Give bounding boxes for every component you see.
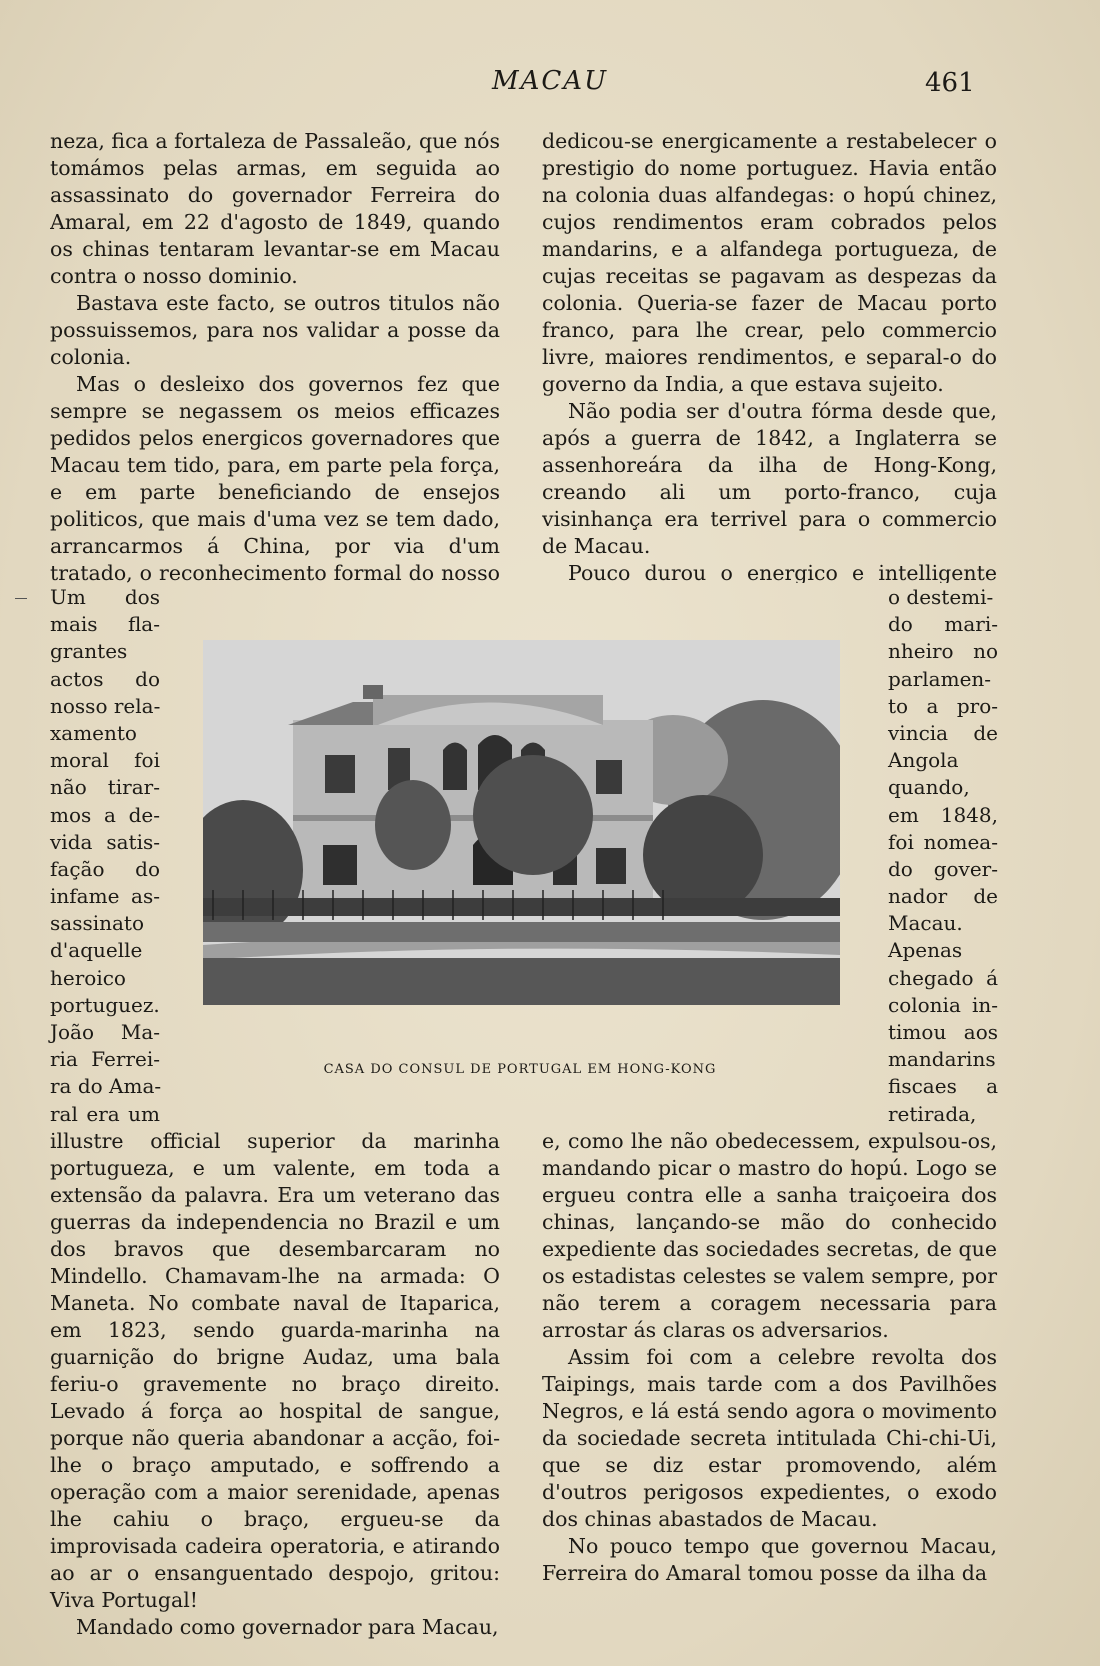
text-line: mais fla- bbox=[50, 612, 160, 637]
text-line: xamento bbox=[50, 720, 137, 745]
text-line: Um dos bbox=[50, 585, 160, 609]
text-line: nosso rela- bbox=[50, 693, 161, 718]
left-column-bottom bbox=[50, 1128, 500, 1641]
text-line: nador de bbox=[888, 884, 998, 909]
paragraph: neza, fica a fortaleza de Passaleão, que nós tomámos pelas armas, em seguida ao assassinato do governador Ferreira do Amaral, em 22 d'agosto de 1849, quando os chinas tentaram levantar-se em Macau contra o nosso dominio. bbox=[50, 129, 500, 288]
text-line: mos a de- bbox=[50, 802, 160, 827]
running-header-title: MACAU bbox=[492, 66, 608, 96]
page-number: 461 bbox=[925, 68, 975, 98]
text-line: do gover- bbox=[888, 856, 998, 881]
text-line: chegado á bbox=[888, 965, 998, 990]
text-line: parlamen- bbox=[888, 666, 992, 691]
narrow-left-column bbox=[50, 584, 160, 1128]
text-line: portuguez. bbox=[50, 992, 160, 1017]
house-illustration bbox=[203, 640, 840, 1005]
text-line: em 1848, bbox=[888, 802, 998, 827]
text-line: fação do bbox=[50, 856, 160, 881]
text-line: colonia in- bbox=[888, 992, 998, 1017]
text-line: d'aquelle bbox=[50, 938, 143, 963]
text-line: moral foi bbox=[50, 748, 160, 773]
text-line: sassinato bbox=[50, 911, 144, 936]
text-line: to a pro- bbox=[888, 693, 998, 718]
text-line: quando, bbox=[888, 775, 970, 800]
text-line: nheiro no bbox=[888, 639, 998, 664]
text-line: não tirar- bbox=[50, 775, 160, 800]
photo-caption: CASA DO CONSUL DE PORTUGAL EM HONG-KONG bbox=[323, 1062, 717, 1077]
text-line: vincia de bbox=[888, 720, 998, 745]
paragraph: e, como lhe não obedecessem, expulsou-os, mandando picar o mastro do hopú. Logo se ergueu contra elle a sanha traiçoeira dos chinas, lançando-se mão do conhecido expediente das sociedades secretas, de que os estadistas celestes se valem sempre, por não terem a coragem necessaria para arrostar ás claras os adversarios. bbox=[542, 1129, 997, 1342]
paragraph: No pouco tempo que governou Macau, Ferreira do Amaral tomou posse da ilha da bbox=[542, 1534, 997, 1585]
text-line: do mari- bbox=[888, 612, 998, 637]
text-line: heroico bbox=[50, 965, 126, 990]
text-line: foi nomea- bbox=[888, 829, 998, 854]
narrow-right-column bbox=[888, 584, 998, 1128]
paragraph: illustre official superior da marinha portugueza, e um valente, em toda a extensão da palavra. Era um veterano das guerras da independencia no Brazil e um dos bravos que desembarcaram no Mindello. Chamavam-lhe na armada: O Maneta. No combate naval de Itaparica, em 1823, sendo guarda-marinha na guarnição do brigne Audaz, uma bala feriu-o gravemente no braço direito. Levado á força ao hospital de sangue, porque não queria abandonar a acção, foi-lhe o braço amputado, e soffrendo a operação com a maior serenidade, apenas lhe cahiu o braço, ergueu-se da improvisada cadeira operatoria, e atirando ao ar o ensanguentado despojo, gritou: Viva Portugal! bbox=[50, 1129, 500, 1612]
paragraph: dedicou-se energicamente a restabelecer o prestigio do nome portuguez. Havia então na colonia duas alfandegas: o hopú chinez, cujos rendimentos eram cobrados pelos mandarins, e a alfandega portugueza, de cujas receitas se pagavam as despezas da colonia. Queria-se fazer de Macau porto franco, para lhe crear, pelo commercio livre, maiores rendimentos, e separal-o do governo da India, a que estava sujeito. bbox=[542, 129, 997, 396]
paragraph: Não podia ser d'outra fórma desde que, após a guerra de 1842, a Inglaterra se assenhoreára da ilha de Hong-Kong, creando ali um porto-franco, cuja visinhança era terrivel para o commercio de Macau. bbox=[542, 399, 997, 558]
text-line: actos do bbox=[50, 666, 160, 691]
text-line: timou aos bbox=[888, 1020, 998, 1044]
paragraph: Mandado como governador para Macau, bbox=[76, 1615, 499, 1639]
right-column-bottom bbox=[542, 1128, 997, 1587]
paragraph: Pouco durou o energico e intelligente bbox=[568, 561, 997, 583]
text-line: retirada, bbox=[888, 1101, 977, 1126]
text-line: fiscaes a bbox=[888, 1074, 998, 1099]
text-line: ra do Ama- bbox=[50, 1074, 162, 1099]
text-line: Macau. bbox=[888, 911, 963, 936]
paragraph: Assim foi com a celebre revolta dos Taipings, mais tarde com a dos Pavilhões Negros, e lá está sendo agora o movimento da sociedade secreta intitulada Chi-chi-Ui, que se diz estar promovendo, além d'outros perigosos expedientes, o exodo dos chinas abastados de Macau. bbox=[542, 1345, 997, 1531]
consulate-photograph bbox=[203, 640, 840, 1005]
text-line: infame as- bbox=[50, 884, 160, 909]
text-line: ral era um bbox=[50, 1101, 160, 1126]
paragraph: Bastava este facto, se outros titulos não possuissemos, para nos validar a posse da colonia. bbox=[50, 291, 500, 369]
text-line: João Ma- bbox=[50, 1020, 160, 1044]
text-line: Apenas bbox=[888, 938, 963, 963]
text-line: grantes bbox=[50, 639, 128, 664]
text-line: ria Ferrei- bbox=[50, 1047, 160, 1072]
text-line: vida satis- bbox=[50, 829, 160, 854]
text-line: mandarins bbox=[888, 1047, 996, 1072]
left-column-top bbox=[50, 128, 500, 583]
paragraph: Mas o desleixo dos governos fez que sempre se negassem os meios efficazes pedidos pelos energicos governadores que Macau tem tido, para, em parte pela força, e em parte beneficiando de ensejos politicos, que mais d'uma vez se tem dado, arrancarmos á China, por via d'um tratado, o reconhecimento formal do nosso bbox=[50, 372, 500, 583]
text-line: Angola bbox=[888, 748, 959, 773]
text-line: o destemi- bbox=[888, 585, 994, 609]
right-column-top bbox=[542, 128, 997, 583]
margin-mark bbox=[15, 598, 27, 599]
